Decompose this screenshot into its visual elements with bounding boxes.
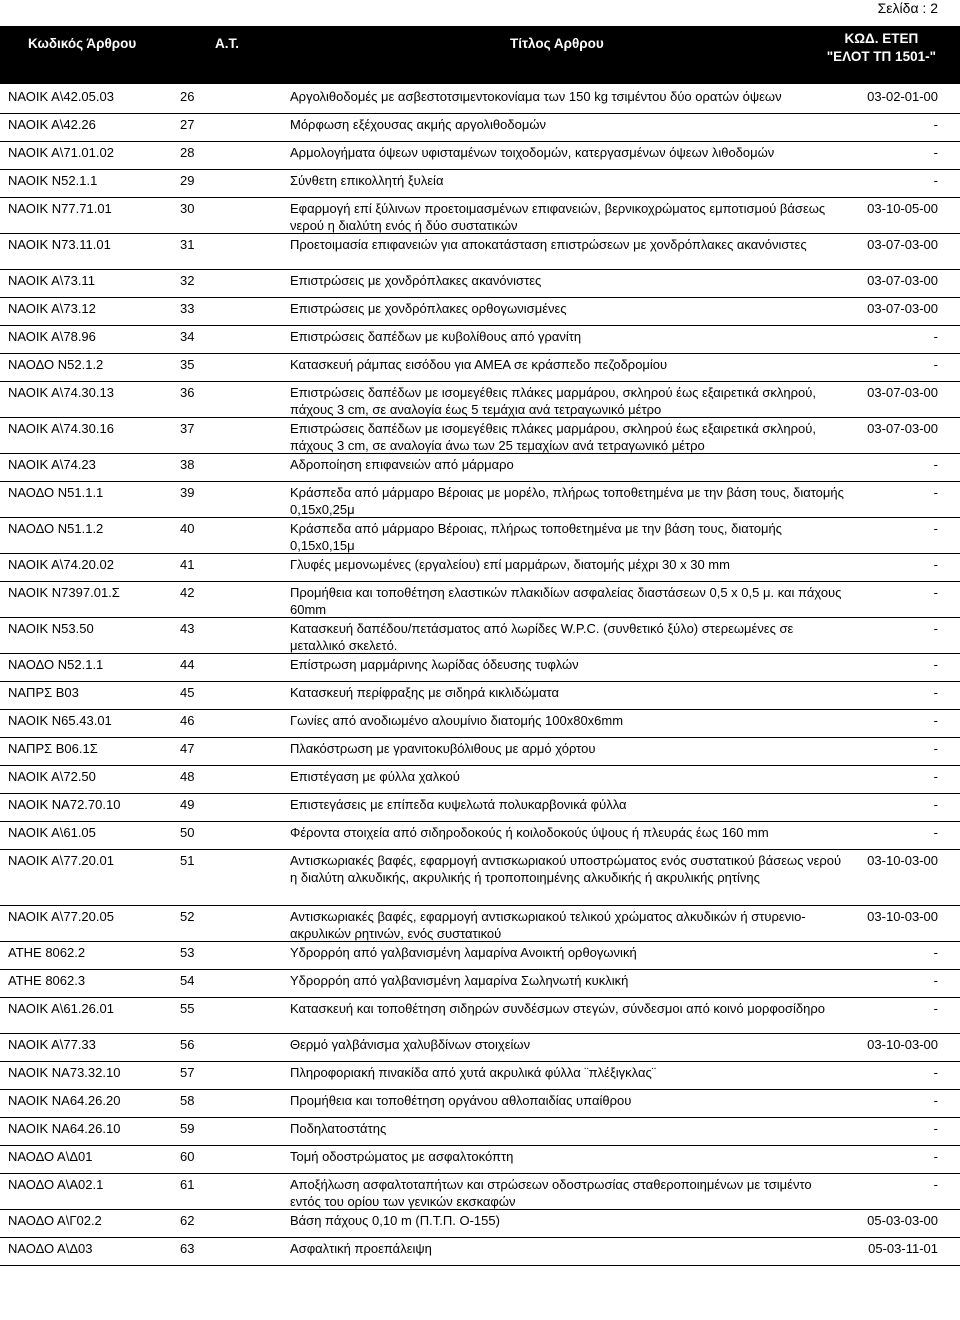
article-code: ΝΑΟΙΚ Α\42.05.03 xyxy=(8,89,114,104)
article-title: Επιστρώσεις δαπέδων με ισομεγέθεις πλάκες μαρμάρου, σκληρού έως εξαιρετικά σκληρού, πάχους 3 cm, σε αναλογία άνω των 25 τεμαχίων ανά τετραγωνικό μέτρο xyxy=(290,421,816,453)
article-number: 29 xyxy=(180,173,195,188)
table-row xyxy=(0,970,960,998)
article-title: Επιστρώσεις δαπέδων με κυβολίθους από γρανίτη xyxy=(290,329,582,344)
article-number: 57 xyxy=(180,1065,195,1080)
article-number: 52 xyxy=(180,909,195,924)
article-number: 51 xyxy=(180,853,195,868)
table-row xyxy=(0,354,960,382)
article-code: ΝΑΟΙΚ ΝΑ64.26.20 xyxy=(8,1093,121,1108)
article-code: ΝΑΟΙΚ Ν52.1.1 xyxy=(8,173,98,188)
article-title: Αργολιθοδομές με ασβεστοτσιμεντοκονίαμα των 150 kg τσιμέντου δύο ορατών όψεων xyxy=(290,89,782,104)
table-row xyxy=(0,822,960,850)
article-number: 60 xyxy=(180,1149,195,1164)
etep-code: - xyxy=(933,117,938,132)
table-row xyxy=(0,654,960,682)
etep-code: - xyxy=(933,825,938,840)
article-title: Προμήθεια και τοποθέτηση ελαστικών πλακιδίων ασφαλείας διαστάσεων 0,5 x 0,5 μ. και πάχους 60mm xyxy=(290,585,842,617)
article-title: Προετοιμασία επιφανειών για αποκατάσταση επιστρώσεων με χονδρόπλακες ακανόνιστες xyxy=(290,237,807,252)
article-code: ΝΑΟΙΚ ΝΑ72.70.10 xyxy=(8,797,121,812)
article-code: ΝΑΠΡΣ Β06.1Σ xyxy=(8,741,98,756)
article-title: Επιστρώσεις με χονδρόπλακες ακανόνιστες xyxy=(290,273,542,288)
article-number: 27 xyxy=(180,117,195,132)
article-number: 34 xyxy=(180,329,195,344)
etep-code: - xyxy=(933,973,938,988)
etep-code: 03-10-05-00 xyxy=(867,201,938,216)
article-code: ΝΑΟΔΟ Α\Δ01 xyxy=(8,1149,93,1164)
article-code: ΝΑΟΙΚ Α\74.30.16 xyxy=(8,421,114,436)
article-number: 40 xyxy=(180,521,195,536)
article-code: ΝΑΟΙΚ Α\71.01.02 xyxy=(8,145,114,160)
table-row xyxy=(0,710,960,738)
article-title: Τομή οδοστρώματος με ασφαλτοκόπτη xyxy=(290,1149,514,1164)
etep-code: - xyxy=(933,797,938,812)
article-number: 26 xyxy=(180,89,195,104)
etep-code: - xyxy=(933,741,938,756)
article-title: Επίστρωση μαρμάρινης λωρίδας όδευσης τυφλών xyxy=(290,657,579,672)
table-row xyxy=(0,326,960,354)
article-title: Επιστρώσεις δαπέδων με ισομεγέθεις πλάκες μαρμάρου, σκληρού έως εξαιρετικά σκληρού, πάχους 3 cm, σε αναλογία έως 5 τεμάχια ανά τετραγωνικό μέτρο xyxy=(290,385,816,417)
table-row xyxy=(0,1062,960,1090)
article-number: 46 xyxy=(180,713,195,728)
article-number: 39 xyxy=(180,485,195,500)
article-code: ΝΑΟΔΟ Ν51.1.1 xyxy=(8,485,104,500)
article-number: 59 xyxy=(180,1121,195,1136)
table-row xyxy=(0,418,960,454)
article-code: ΝΑΟΙΚ Α\77.20.05 xyxy=(8,909,114,924)
article-number: 31 xyxy=(180,237,195,252)
article-title: Επιστρώσεις με χονδρόπλακες ορθογωνισμένες xyxy=(290,301,567,316)
article-code: ΝΑΟΔΟ Ν52.1.2 xyxy=(8,357,104,372)
article-number: 61 xyxy=(180,1177,195,1192)
article-number: 41 xyxy=(180,557,195,572)
table-row xyxy=(0,270,960,298)
etep-code: - xyxy=(933,1001,938,1016)
table-row xyxy=(0,582,960,618)
etep-code: - xyxy=(933,557,938,572)
etep-code: - xyxy=(933,357,938,372)
etep-code: - xyxy=(933,457,938,472)
article-number: 32 xyxy=(180,273,195,288)
article-title: Αποξήλωση ασφαλτοταπήτων και στρώσεων οδοστρωσίας σταθεροποιημένων με τσιμέντο εντός του ορίου των γενικών εκσκαφών xyxy=(290,1177,812,1209)
etep-code: - xyxy=(933,769,938,784)
article-number: 50 xyxy=(180,825,195,840)
table-row xyxy=(0,86,960,114)
article-title: Κράσπεδα από μάρμαρο Βέροιας, πλήρως τοποθετημένα με την βάση τους, διατομής 0,15x0,15μ xyxy=(290,521,782,553)
article-title: Πληροφοριακή πινακίδα από χυτά ακρυλικά φύλλα ¨πλέξιγκλας¨ xyxy=(290,1065,657,1080)
article-number: 36 xyxy=(180,385,195,400)
article-title: Αδροποίηση επιφανειών από μάρμαρο xyxy=(290,457,514,472)
table-row xyxy=(0,198,960,234)
article-code: ΝΑΟΔΟ Α\Δ03 xyxy=(8,1241,93,1256)
article-title: Σύνθετη επικολλητή ξυλεία xyxy=(290,173,444,188)
etep-code: - xyxy=(933,621,938,636)
article-code: ΝΑΟΙΚ Α\72.50 xyxy=(8,769,96,784)
article-title: Κατασκευή και τοποθέτηση σιδηρών συνδέσμων στεγών, σύνδεσμοι από κοινό μορφοσίδηρο xyxy=(290,1001,826,1016)
article-title: Κατασκευή περίφραξης με σιδηρά κικλιδώματα xyxy=(290,685,560,700)
article-number: 35 xyxy=(180,357,195,372)
table-body xyxy=(0,86,960,1266)
article-code: ΝΑΟΙΚ Ν73.11.01 xyxy=(8,237,111,252)
header-at: Α.Τ. xyxy=(215,36,240,51)
article-title: Ποδηλατοστάτης xyxy=(290,1121,387,1136)
table-row xyxy=(0,618,960,654)
article-number: 42 xyxy=(180,585,195,600)
table-row xyxy=(0,1238,960,1266)
article-title: Προμήθεια και τοποθέτηση οργάνου αθλοπαιδίας υπαίθρου xyxy=(290,1093,632,1108)
article-title: Κράσπεδα από μάρμαρο Βέροιας με μορέλο, πλήρως τοποθετημένα με την βάση τους, διατομής 0,15x0,25μ xyxy=(290,485,844,517)
etep-code: - xyxy=(933,1149,938,1164)
article-code: ΝΑΟΙΚ Α\61.05 xyxy=(8,825,96,840)
table-row xyxy=(0,554,960,582)
etep-code: 05-03-11-01 xyxy=(868,1241,938,1256)
article-number: 38 xyxy=(180,457,195,472)
article-code: ΝΑΠΡΣ Β03 xyxy=(8,685,79,700)
article-number: 48 xyxy=(180,769,195,784)
etep-code: - xyxy=(933,1093,938,1108)
article-code: ΝΑΟΙΚ Α\61.26.01 xyxy=(8,1001,114,1016)
etep-code: - xyxy=(933,1065,938,1080)
article-title: Αρμολογήματα όψεων υφισταμένων τοιχοδομών, κατεργασμένων όψεων λιθοδομών xyxy=(290,145,775,160)
table-row xyxy=(0,114,960,142)
article-number: 56 xyxy=(180,1037,195,1052)
article-title: Εφαρμογή επί ξύλινων προετοιμασμένων επιφανειών, βερνικοχρώματος εμποτισμού βάσεως νερού η διαλύτη ενός ή δύο συστατικών xyxy=(290,201,826,233)
etep-code: 05-03-03-00 xyxy=(867,1213,938,1228)
article-code: ΝΑΟΔΟ Α\Α02.1 xyxy=(8,1177,104,1192)
table-row xyxy=(0,142,960,170)
article-code: ΝΑΟΙΚ Α\77.20.01 xyxy=(8,853,114,868)
etep-code: - xyxy=(933,713,938,728)
table-row xyxy=(0,738,960,766)
table-row xyxy=(0,382,960,418)
article-code: ΝΑΟΙΚ Ν77.71.01 xyxy=(8,201,112,216)
etep-code: 03-10-03-00 xyxy=(867,1037,938,1052)
table-row xyxy=(0,1090,960,1118)
article-code: ΑΤΗΕ 8062.3 xyxy=(8,973,86,988)
article-number: 43 xyxy=(180,621,195,636)
table-row xyxy=(0,1146,960,1174)
etep-code: 03-07-03-00 xyxy=(867,385,938,400)
article-title: Γλυφές μεμονωμένες (εργαλείου) επί μαρμάρων, διατομής μέχρι 30 x 30 mm xyxy=(290,557,730,572)
etep-code: - xyxy=(933,521,938,536)
table-row xyxy=(0,454,960,482)
etep-code: - xyxy=(933,585,938,600)
article-number: 33 xyxy=(180,301,195,316)
article-code: ΝΑΟΙΚ Α\74.23 xyxy=(8,457,96,472)
table-row xyxy=(0,766,960,794)
etep-code: - xyxy=(933,485,938,500)
article-title: Κατασκευή ράμπας εισόδου για ΑΜΕΑ σε κράσπεδο πεζοδρομίου xyxy=(290,357,668,372)
table-row xyxy=(0,942,960,970)
table-row xyxy=(0,518,960,554)
article-title: Υδρορρόη από γαλβανισμένη λαμαρίνα Ανοικτή ορθογωνική xyxy=(290,945,637,960)
etep-code: - xyxy=(933,657,938,672)
table-row xyxy=(0,998,960,1034)
header-etep xyxy=(827,30,936,66)
etep-code: 03-10-03-00 xyxy=(867,853,938,868)
page-number: Σελίδα : 2 xyxy=(877,0,938,16)
etep-code: - xyxy=(933,145,938,160)
table-row xyxy=(0,482,960,518)
article-number: 58 xyxy=(180,1093,195,1108)
article-code: ΝΑΟΙΚ ΝΑ64.26.10 xyxy=(8,1121,121,1136)
article-number: 47 xyxy=(180,741,195,756)
etep-code: 03-07-03-00 xyxy=(867,273,938,288)
table-row xyxy=(0,794,960,822)
article-title: Επιστεγάσεις με επίπεδα κυψελωτά πολυκαρβονικά φύλλα xyxy=(290,797,627,812)
etep-code: - xyxy=(933,1177,938,1192)
article-number: 30 xyxy=(180,201,195,216)
article-title: Πλακόστρωση με γρανιτοκυβόλιθους με αρμό χόρτου xyxy=(290,741,596,756)
article-code: ΝΑΟΙΚ Ν65.43.01 xyxy=(8,713,112,728)
article-code: ΝΑΟΙΚ Α\74.20.02 xyxy=(8,557,114,572)
etep-code: - xyxy=(933,1121,938,1136)
etep-code: 03-07-03-00 xyxy=(867,237,938,252)
article-code: ΝΑΟΙΚ Α\42.26 xyxy=(8,117,96,132)
header-title: Τίτλος Αρθρου xyxy=(510,36,604,51)
article-number: 55 xyxy=(180,1001,195,1016)
article-code: ΝΑΟΙΚ Α\74.30.13 xyxy=(8,385,114,400)
article-number: 45 xyxy=(180,685,195,700)
article-title: Αντισκωριακές βαφές, εφαρμογή αντισκωριακού υποστρώματος ενός συστατικού βάσεως νερού η διαλύτη αλκυδικής, ακρυλικής ή τροποποιημένης αλκυδικής ή ακρυλικής ρητίνης xyxy=(290,853,842,885)
article-title: Επιστέγαση με φύλλα χαλκού xyxy=(290,769,460,784)
article-code: ΝΑΟΙΚ Α\73.12 xyxy=(8,301,96,316)
article-number: 62 xyxy=(180,1213,195,1228)
etep-code: 03-07-03-00 xyxy=(867,421,938,436)
article-title: Θερμό γαλβάνισμα χαλυβδίνων στοιχείων xyxy=(290,1037,531,1052)
header-etep-line2: "ΕΛΟΤ ΤΠ 1501-" xyxy=(826,49,936,64)
article-code: ΝΑΟΔΟ Ν51.1.2 xyxy=(8,521,104,536)
article-title: Βάση πάχους 0,10 m (Π.Τ.Π. Ο-155) xyxy=(290,1213,500,1228)
etep-code: - xyxy=(933,329,938,344)
table-row xyxy=(0,682,960,710)
article-title: Κατασκευή δαπέδου/πετάσματος από λωρίδες W.P.C. (συνθετικό ξύλο) στερεωμένες σε μεταλλικό σκελετό. xyxy=(290,621,794,653)
article-code: ΝΑΟΙΚ Ν7397.01.Σ xyxy=(8,585,120,600)
article-number: 28 xyxy=(180,145,195,160)
article-code: ΝΑΟΙΚ Α\78.96 xyxy=(8,329,96,344)
article-number: 53 xyxy=(180,945,195,960)
header-code: Κωδικός Άρθρου xyxy=(28,36,137,51)
article-code: ΑΤΗΕ 8062.2 xyxy=(8,945,86,960)
table-row xyxy=(0,1034,960,1062)
etep-code: - xyxy=(933,173,938,188)
article-number: 63 xyxy=(180,1241,195,1256)
table-row xyxy=(0,850,960,906)
table-row xyxy=(0,298,960,326)
etep-code: - xyxy=(933,685,938,700)
etep-code: 03-07-03-00 xyxy=(867,301,938,316)
article-code: ΝΑΟΔΟ Ν52.1.1 xyxy=(8,657,104,672)
article-title: Γωνίες από ανοδιωμένο αλουμίνιο διατομής 100x80x6mm xyxy=(290,713,624,728)
article-number: 49 xyxy=(180,797,195,812)
article-title: Μόρφωση εξέχουσας ακμής αργολιθοδομών xyxy=(290,117,547,132)
etep-code: 03-10-03-00 xyxy=(867,909,938,924)
table-row xyxy=(0,234,960,270)
table-header xyxy=(0,26,960,84)
article-code: ΝΑΟΔΟ Α\Γ02.2 xyxy=(8,1213,102,1228)
article-code: ΝΑΟΙΚ Α\77.33 xyxy=(8,1037,96,1052)
table-row xyxy=(0,1210,960,1238)
article-number: 54 xyxy=(180,973,195,988)
table-row xyxy=(0,906,960,942)
table-row xyxy=(0,1118,960,1146)
article-code: ΝΑΟΙΚ Ν53.50 xyxy=(8,621,94,636)
etep-code: 03-02-01-00 xyxy=(867,89,938,104)
header-etep-line1: ΚΩΔ. ΕΤΕΠ xyxy=(844,31,919,46)
etep-code: - xyxy=(933,945,938,960)
article-number: 37 xyxy=(180,421,195,436)
article-title: Υδρορρόη από γαλβανισμένη λαμαρίνα Σωληνωτή κυκλική xyxy=(290,973,629,988)
article-title: Φέροντα στοιχεία από σιδηροδοκούς ή κοιλοδοκούς ύψους ή πλευράς έως 160 mm xyxy=(290,825,769,840)
article-title: Αντισκωριακές βαφές, εφαρμογή αντισκωριακού τελικού χρώματος αλκυδικών ή στυρενιο-ακρυλικών ρητινών, ενός συστατικού xyxy=(290,909,806,941)
article-title: Ασφαλτική προεπάλειψη xyxy=(290,1241,432,1256)
table-row xyxy=(0,1174,960,1210)
table-row xyxy=(0,170,960,198)
article-code: ΝΑΟΙΚ Α\73.11 xyxy=(8,273,95,288)
article-number: 44 xyxy=(180,657,195,672)
article-code: ΝΑΟΙΚ ΝΑ73.32.10 xyxy=(8,1065,121,1080)
